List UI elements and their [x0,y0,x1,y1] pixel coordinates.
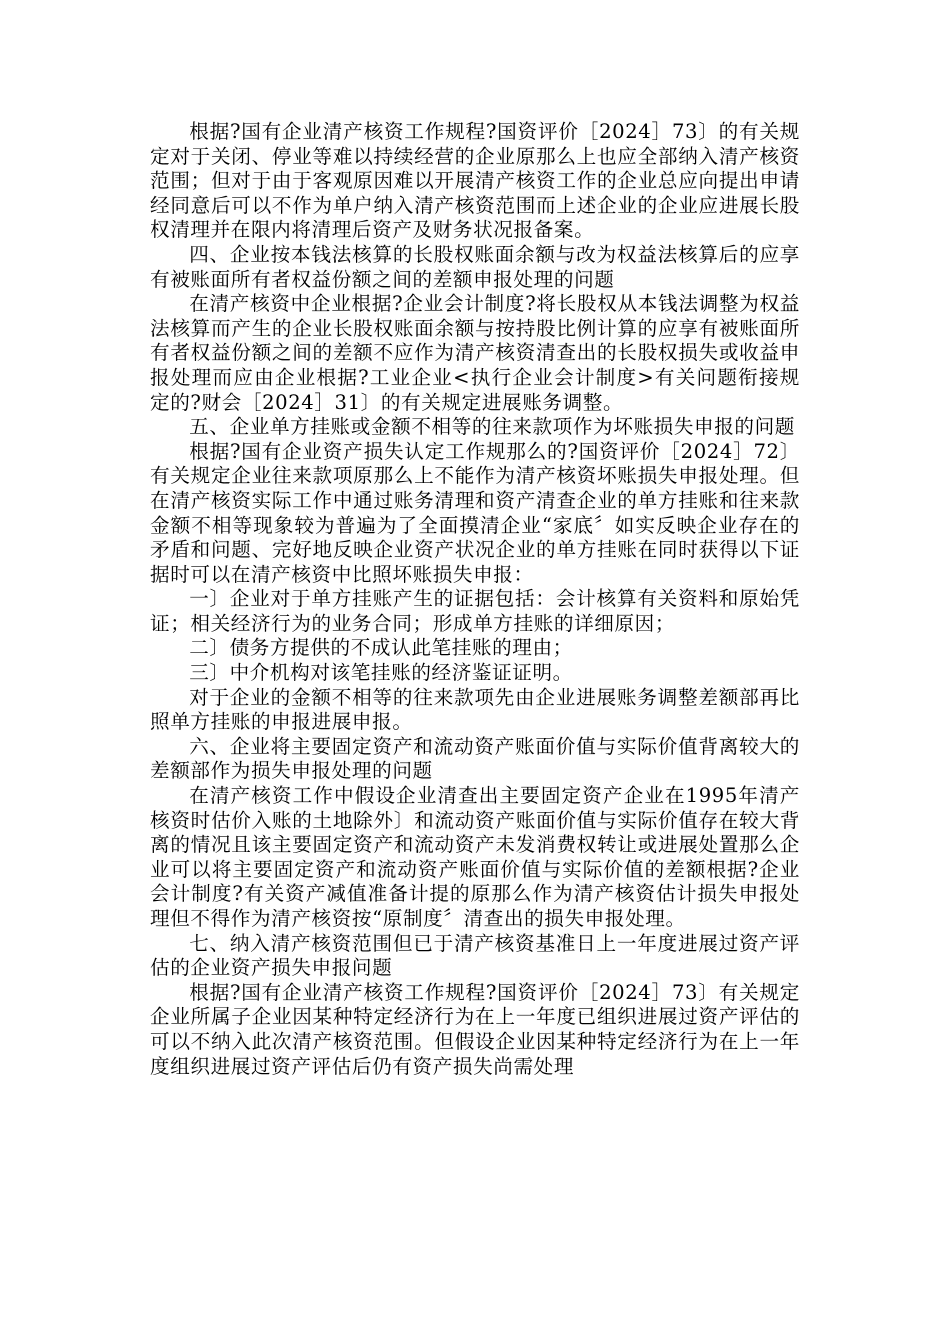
section-heading-5: 五、企业单方挂账或金额不相等的往来款项作为坏账损失申报的问题 [189,415,795,439]
paragraph-2: 在清产核资中企业根据?企业会计制度?将长股权从本钱法调整为权益法核算而产生的企业长股权账面余额与按持股比例计算的应享有被账面所有者权益份额之间的差额不应作为清产核资清查出的长股权损失或收益申报处理而应由企业根据?工业企业<执行企业会计制度>有关问题衔接规定的?财会［2024］31〕的有关规定进展账务调整。 [150,292,800,414]
document-page [150,120,800,1079]
section-heading-4: 四、企业按本钱法核算的长股权账面余额与改为权益法核算后的应享有被账面所有者权益份额之间的差额申报处理的问题 [150,242,800,291]
list-item-2: 二〕债务方提供的不成认此笔挂账的理由； [189,636,573,660]
paragraph-4: 对于企业的金额不相等的往来款项先由企业进展账务调整差额部再比照单方挂账的申报进展申报。 [150,685,800,734]
paragraph-1: 根据?国有企业清产核资工作规程?国资评价［2024］73〕的有关规定对于关闭、停业等难以持续经营的企业原那么上也应全部纳入清产核资范围；但对于由于客观原因难以开展清产核资工作的企业总应向提出申请经同意后可以不作为单户纳入清产核资范围而上述企业的企业应进展长股权清理并在限内将清理后资产及财务状况报备案。 [150,120,800,242]
section-heading-6: 六、企业将主要固定资产和流动资产账面价值与实际价值背离较大的差额部作为损失申报处理的问题 [150,734,800,783]
paragraph-5: 在清产核资工作中假设企业清查出主要固定资产企业在1995年清产核资时估价入账的土地除外〕和流动资产账面价值与实际价值存在较大背离的情况且该主要固定资产和流动资产未发消费权转让或进展处置那么企业可以将主要固定资产和流动资产账面价值与实际价值的差额根据?企业会计制度?有关资产减值准备计提的原那么作为清产核资估计损失申报处理但不得作为清产核资按“原制度〞清查出的损失申报处理。 [150,784,800,930]
paragraph-3: 根据?国有企业资产损失认定工作规那么的?国资评价［2024］72〕有关规定企业往来款项原那么上不能作为清产核资坏账损失申报处理。但在清产核资实际工作中通过账务清理和资产清查企业的单方挂账和往来款金额不相等现象较为普遍为了全面摸清企业“家底〞如实反映企业存在的矛盾和问题、完好地反映企业资产状况企业的单方挂账在同时获得以下证据时可以在清产核资中比照坏账损失申报： [150,439,800,586]
section-heading-7: 七、纳入清产核资范围但已于清产核资基准日上一年度进展过资产评估的企业资产损失申报问题 [150,931,800,980]
paragraph-6: 根据?国有企业清产核资工作规程?国资评价［2024］73〕有关规定企业所属子企业因某种特定经济行为在上一年度已组织进展过资产评估的可以不纳入此次清产核资范围。但假设企业因某种特定经济行为在上一年度组织进展过资产评估后仍有资产损失尚需处理 [150,980,800,1078]
list-item-3: 三〕中介机构对该笔挂账的经济鉴证证明。 [189,661,573,685]
list-item-1: 一〕企业对于单方挂账产生的证据包括：会计核算有关资料和原始凭证；相关经济行为的业务合同；形成单方挂账的详细原因； [150,587,800,635]
